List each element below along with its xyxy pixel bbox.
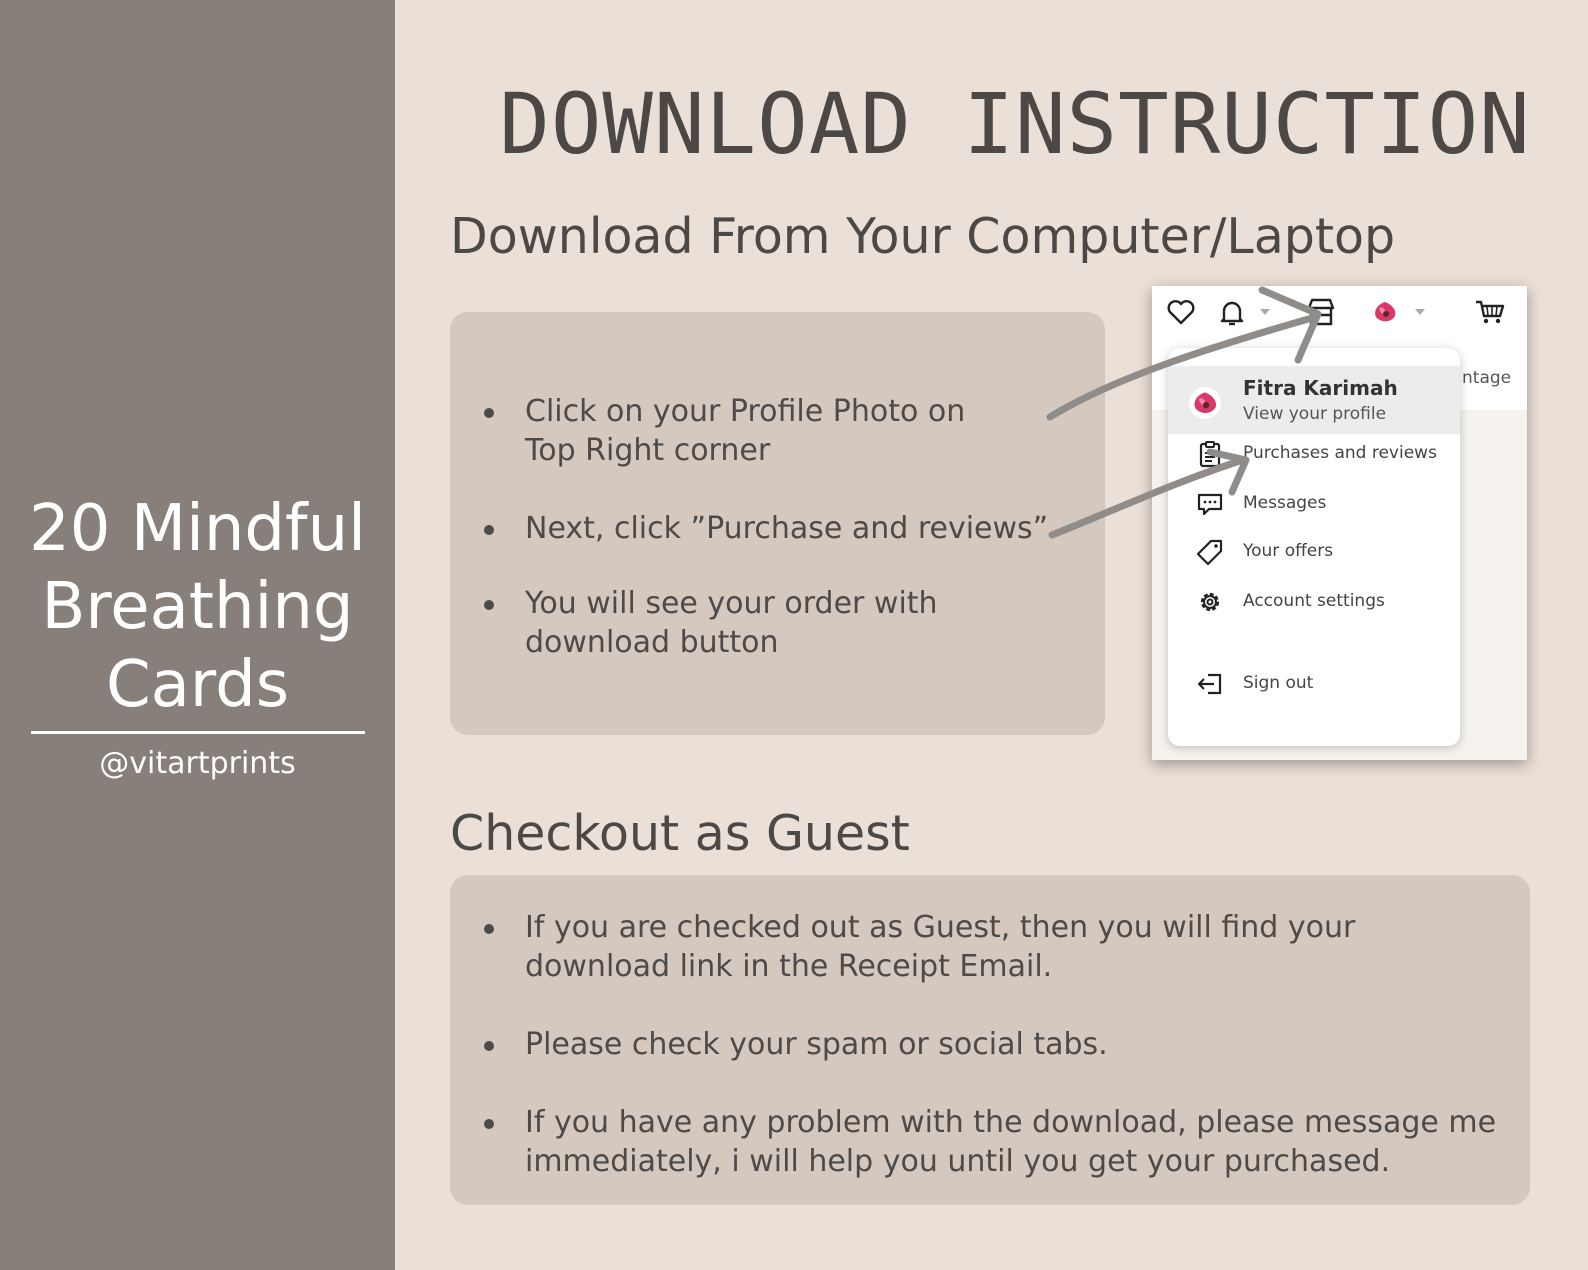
menu-item-label: Purchases and reviews: [1243, 443, 1437, 463]
guest-section-heading: Checkout as Guest: [450, 805, 910, 862]
gear-icon: [1196, 588, 1224, 616]
menu-item-label: Messages: [1243, 493, 1327, 513]
chevron-down-icon[interactable]: [1259, 308, 1271, 316]
divider: [31, 731, 365, 734]
computer-section-heading: Download From Your Computer/Laptop: [450, 208, 1396, 265]
list-item: You will see your order with download button: [450, 584, 955, 662]
menu-profile-link[interactable]: [1168, 366, 1460, 434]
list-item: If you are checked out as Guest, then you will find your download link in the Receipt Email.: [450, 908, 1405, 986]
list-item: Please check your spam or social tabs.: [450, 1025, 1520, 1064]
list-item: Next, click ”Purchase and reviews”: [450, 509, 1070, 548]
product-title-line-2: Breathing: [41, 570, 354, 644]
shop-handle: @vitartprints: [99, 746, 296, 781]
list-item: Click on your Profile Photo on Top Right corner: [450, 392, 1005, 470]
shop-icon[interactable]: [1305, 296, 1337, 328]
product-title: [0, 490, 395, 724]
computer-instructions-list: [450, 392, 1070, 701]
menu-item-account-settings[interactable]: [1168, 582, 1460, 622]
message-icon: [1196, 490, 1224, 518]
menu-item-label: Account settings: [1243, 591, 1385, 611]
avatar[interactable]: [1369, 296, 1401, 328]
chevron-down-icon[interactable]: [1414, 308, 1426, 316]
page-title: DOWNLOAD INSTRUCTION: [499, 75, 1531, 173]
bell-icon[interactable]: [1216, 296, 1248, 328]
menu-item-sign-out[interactable]: [1168, 664, 1460, 704]
account-menu-screenshot: [1152, 286, 1527, 760]
account-dropdown-menu: [1168, 348, 1460, 746]
partial-nav-text: ntage: [1462, 368, 1512, 388]
product-title-line-1: 20 Mindful: [29, 492, 366, 566]
avatar: [1188, 386, 1222, 420]
guest-instructions-list: [450, 908, 1520, 1220]
product-title-line-3: Cards: [105, 648, 290, 722]
menu-item-label: Your offers: [1243, 541, 1334, 561]
view-profile-label: View your profile: [1243, 404, 1387, 424]
profile-name: Fitra Karimah: [1243, 376, 1398, 400]
menu-item-purchases[interactable]: [1168, 434, 1460, 474]
list-item: If you have any problem with the download, please message me immediately, i will help you until you get your purchased.: [450, 1103, 1520, 1181]
sidebar: [0, 0, 395, 1270]
menu-item-label: Sign out: [1243, 673, 1314, 693]
heart-icon[interactable]: [1165, 296, 1197, 328]
sign-out-icon: [1196, 670, 1224, 698]
clipboard-icon: [1196, 440, 1224, 468]
menu-item-messages[interactable]: [1168, 484, 1460, 524]
tag-icon: [1196, 538, 1224, 566]
menu-item-offers[interactable]: [1168, 532, 1460, 572]
cart-icon[interactable]: [1474, 296, 1506, 328]
